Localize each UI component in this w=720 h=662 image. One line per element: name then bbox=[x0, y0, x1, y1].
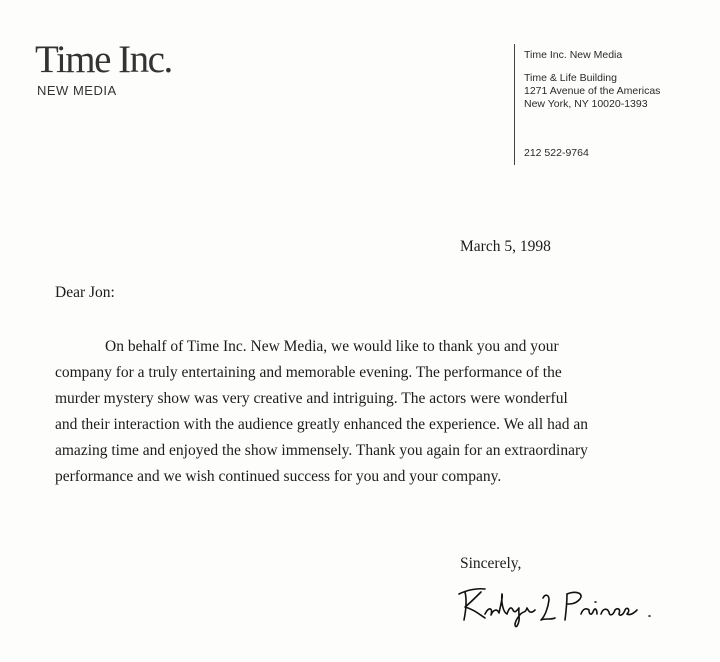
closing: Sincerely, bbox=[460, 555, 522, 572]
body-line: On behalf of Time Inc. New Media, we would like to thank you and your bbox=[105, 338, 559, 355]
body-line: and their interaction with the audience greatly enhanced the experience. We all had an bbox=[55, 416, 588, 433]
signature-image bbox=[455, 580, 670, 630]
salutation: Dear Jon: bbox=[55, 284, 115, 301]
address-phone: 212 522-9764 bbox=[524, 147, 589, 159]
address-city: New York, NY 10020-1393 bbox=[524, 98, 648, 110]
address-company: Time Inc. New Media bbox=[524, 49, 623, 61]
body-line: company for a truly entertaining and memorable evening. The performance of the bbox=[55, 364, 562, 381]
company-division: NEW MEDIA bbox=[37, 83, 117, 98]
company-logo: Time Inc. bbox=[35, 38, 172, 81]
address-street: 1271 Avenue of the Americas bbox=[524, 85, 661, 97]
address-building: Time & Life Building bbox=[524, 72, 617, 84]
body-line: performance and we wish continued success for you and your company. bbox=[55, 468, 502, 485]
body-line: amazing time and enjoyed the show immensely. Thank you again for an extraordinary bbox=[55, 442, 588, 459]
letter-date: March 5, 1998 bbox=[460, 238, 551, 255]
address-divider bbox=[514, 44, 515, 165]
body-line: murder mystery show was very creative and intriguing. The actors were wonderful bbox=[55, 390, 568, 407]
